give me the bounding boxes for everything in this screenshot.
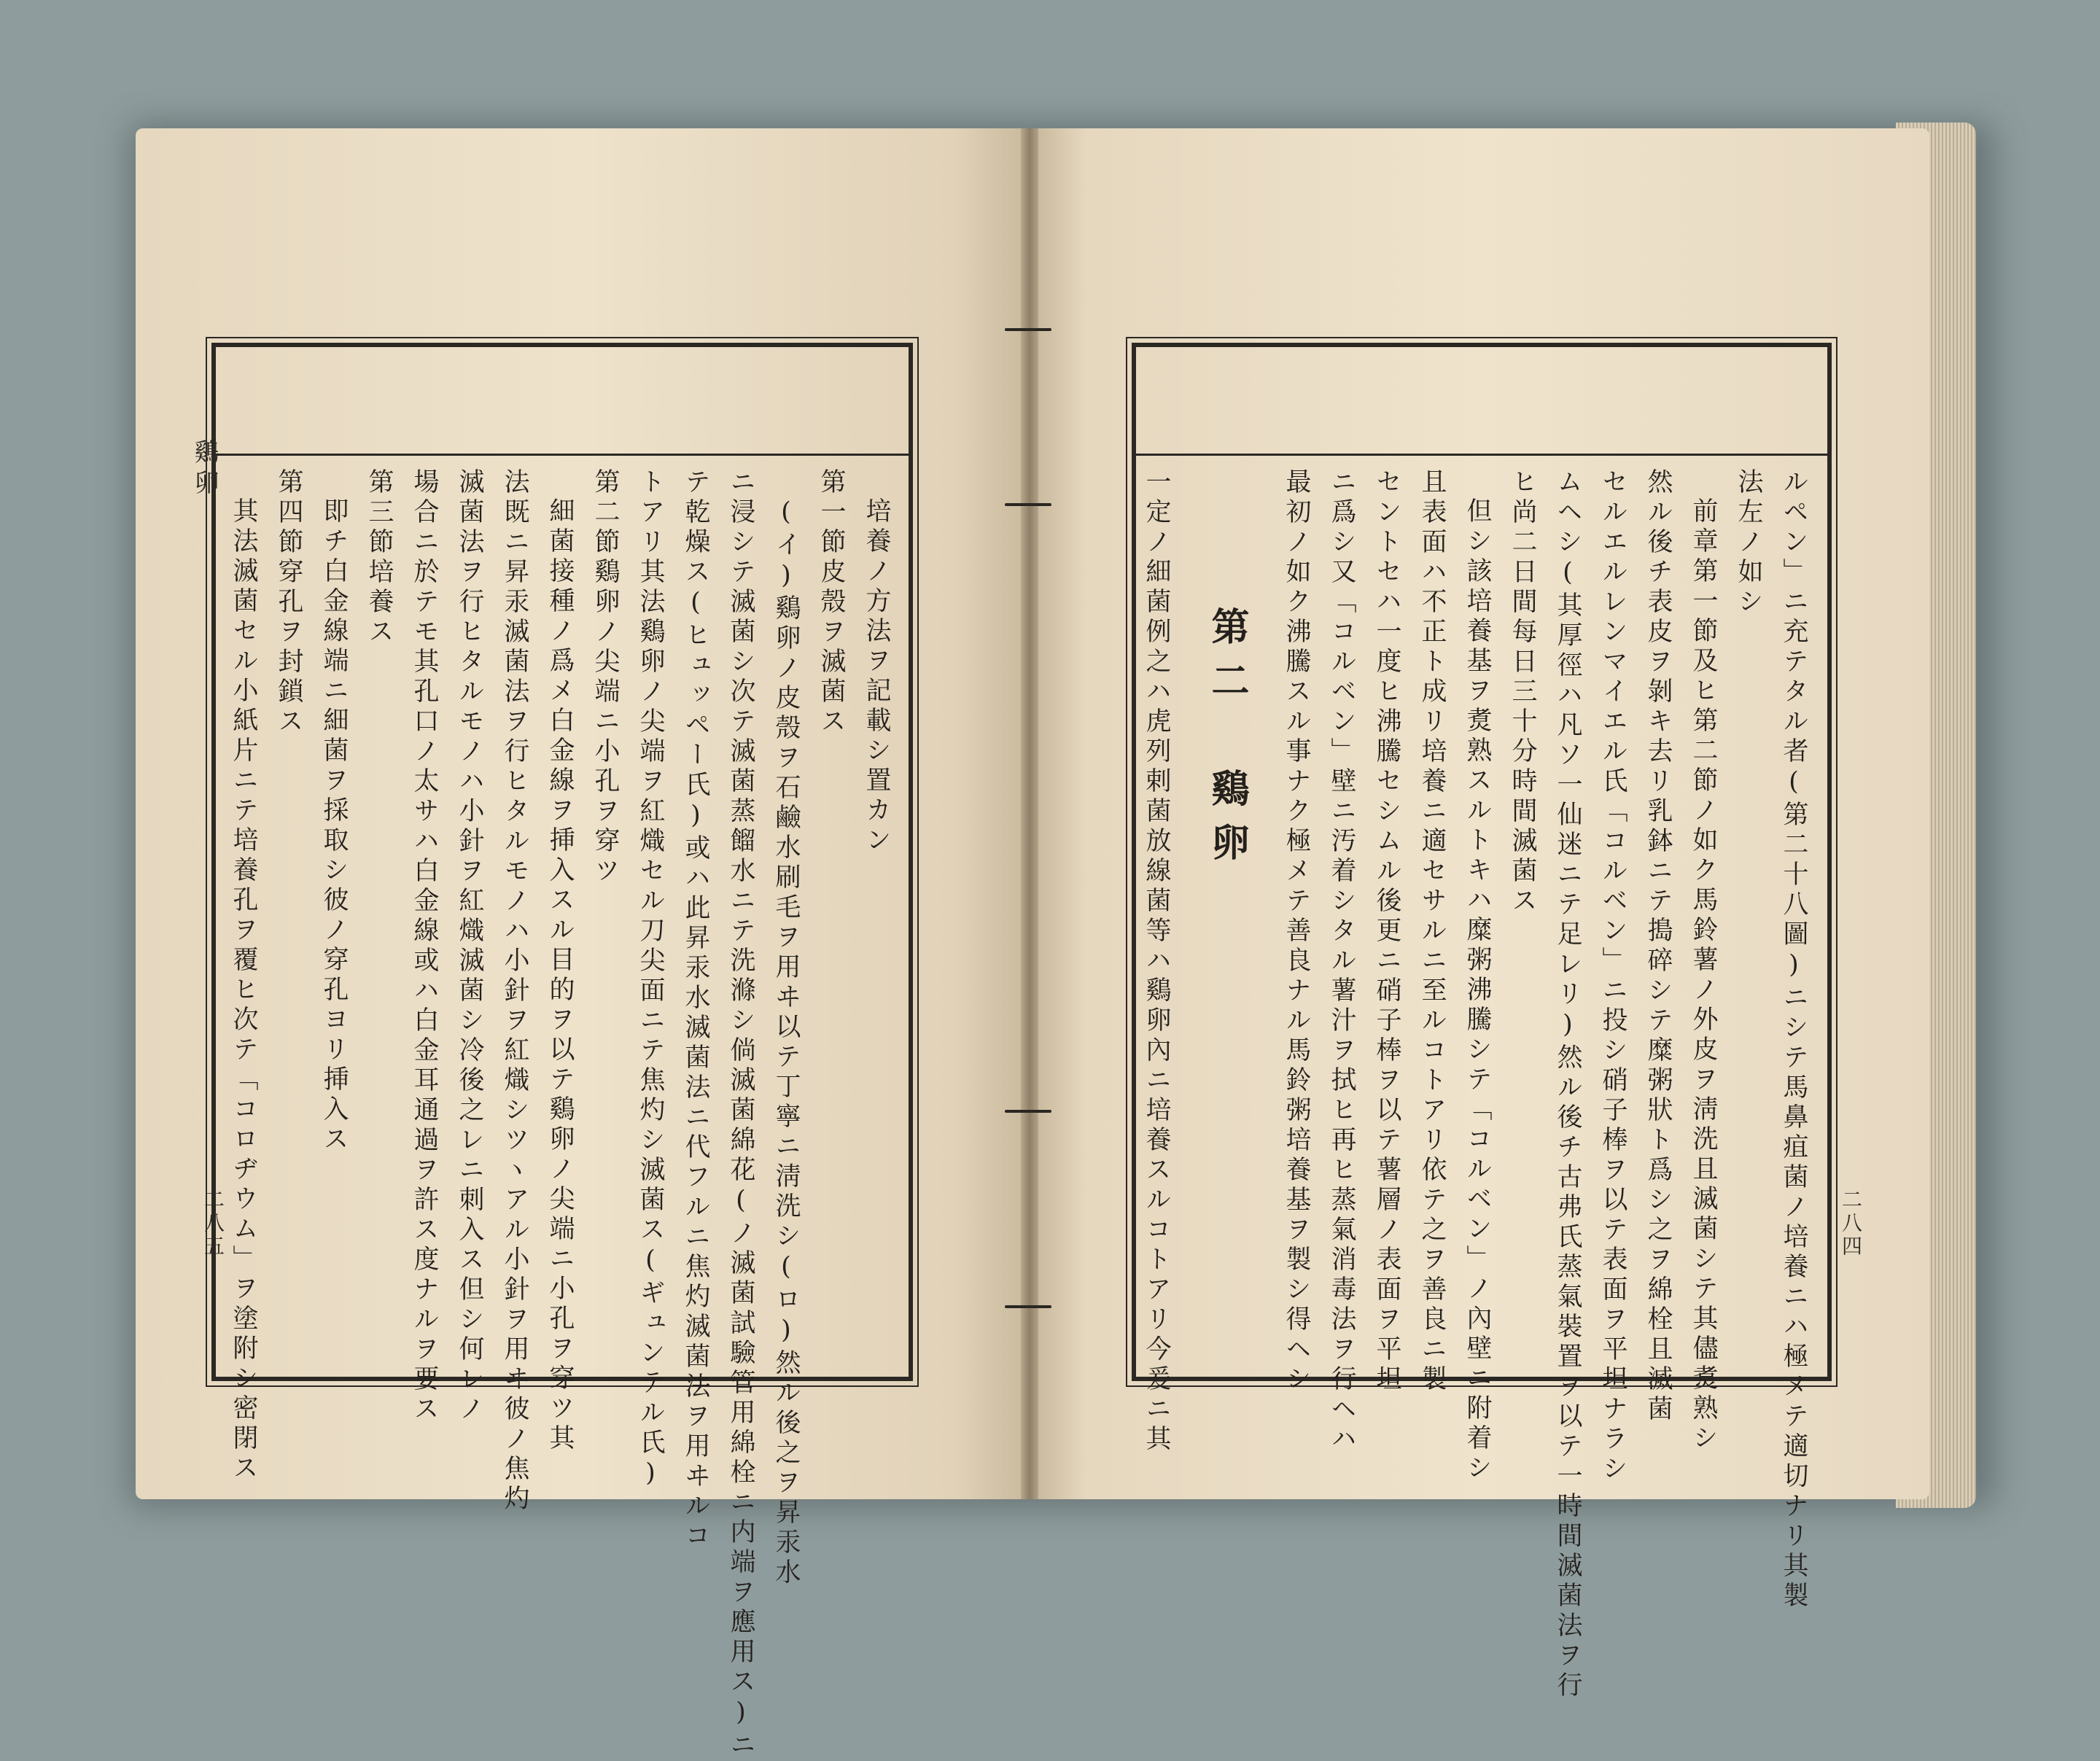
text-column: ムヘシ(其厚徑ハ凡ソ一仙迷ニテ足レリ)然ル後チ古弗氏蒸氣裝置ヲ以テ一時間滅菌法ヲ行: [1553, 468, 1582, 1701]
header-rule: [216, 454, 909, 456]
text-column: 一定ノ細菌例之ハ虎列剌菌放線菌等ハ鷄卵內ニ培養スルコトアリ今爰ニ其: [1142, 468, 1171, 1455]
text-column: セントセハ一度ヒ沸騰セシムル後更ニ硝子棒ヲ以テ薯層ノ表面ヲ平坦: [1372, 468, 1401, 1395]
page-number-left: 二八五: [201, 1189, 225, 1259]
text-column: 法既ニ昇汞滅菌法ヲ行ヒタルモノハ小針ヲ紅熾シツヽアル小針ヲ用ヰ彼ノ焦灼: [500, 468, 529, 1515]
text-column: 其法滅菌セル小紙片ニテ培養孔ヲ覆ヒ次テ「コロヂウム」ヲ塗附シ密閉ス: [229, 497, 258, 1484]
book-gutter: [1021, 128, 1038, 1499]
text-column: 最初ノ如ク沸騰スル事ナク極メテ善良ナル馬鈴粥培養基ヲ製シ得ヘシ: [1282, 468, 1311, 1395]
right-text-frame: [1132, 343, 1832, 1701]
binding-stitch: [1005, 1110, 1051, 1113]
right-body-text: [1142, 468, 1810, 1701]
text-column: ルペン」ニ充テタル者(第二十八圖)ニシテ馬鼻疽菌ノ培養ニハ極メテ適切ナリ其製: [1779, 468, 1808, 1612]
text-column: (イ)鷄卵ノ皮殼ヲ石鹼水刷毛ヲ用ヰ以テ丁寧ニ淸洗シ(ロ)然ル後之ヲ昇汞水: [771, 497, 801, 1588]
text-column: 細菌接種ノ爲メ白金線ヲ挿入スル目的ヲ以テ鷄卵ノ尖端ニ小孔ヲ穿ツ其: [545, 497, 575, 1454]
binding-stitch: [1005, 503, 1051, 506]
text-column: 但シ該培養基ヲ煑熟スルトキハ糜粥沸騰シテ「コルベン」ノ內壁ニ附着シ: [1463, 497, 1492, 1484]
header-rule: [1136, 454, 1827, 456]
running-title: 鷄卵: [190, 439, 219, 500]
binding-stitch: [1005, 328, 1051, 331]
text-column: 前章第一節及ヒ第二節ノ如ク馬鈴薯ノ外皮ヲ淸洗且滅菌シテ其儘煑熟シ: [1689, 497, 1718, 1454]
text-column: ニ浸シテ滅菌シ次テ滅菌蒸餾水ニテ洗滌シ倘滅菌綿花(ノ滅菌試驗管用綿栓ニ内端ヲ應用ス)ニ: [726, 468, 755, 1761]
left-body-text: [229, 468, 892, 1761]
chapter-heading: 第二 鷄卵: [1205, 607, 1249, 876]
text-column: 法左ノ如シ: [1734, 468, 1763, 618]
section-heading: 第一節皮殼ヲ滅菌ス: [817, 468, 846, 737]
text-column: 場合ニ於テモ其孔口ノ太サハ白金線或ハ白金耳通過ヲ許ス度ナルヲ要ス: [410, 468, 439, 1425]
text-column: ヒ尚二日間每日三十分時間滅菌ス: [1508, 468, 1537, 917]
text-column: ニ爲シ又「コルベン」壁ニ汚着シタル薯汁ヲ拭ヒ再ヒ蒸氣消毒法ヲ行ヘハ: [1327, 468, 1356, 1455]
section-heading: 第二節鷄卵ノ尖端ニ小孔ヲ穿ツ: [591, 468, 620, 887]
left-text-frame: [211, 343, 913, 1761]
text-column: 滅菌法ヲ行ヒタルモノハ小針ヲ紅熾滅菌シ冷後之レニ刺入ス但シ何レノ: [455, 468, 484, 1425]
text-column: トアリ其法鷄卵ノ尖端ヲ紅熾セル刀尖面ニテ焦灼シ滅菌ス(ギュンテル氏): [636, 468, 665, 1492]
section-heading: 第四節穿孔ヲ封鎖ス: [274, 468, 303, 737]
text-column: 培養ノ方法ヲ記載シ置カン: [862, 497, 891, 856]
text-column: 即チ白金線端ニ細菌ヲ採取シ彼ノ穿孔ヨリ挿入ス: [319, 497, 349, 1155]
text-column: 然ル後チ表皮ヲ剝キ去リ乳鉢ニテ搗碎シテ糜粥狀ト爲シ之ヲ綿栓且滅菌: [1644, 468, 1673, 1425]
text-column: 且表面ハ不正ト成リ培養ニ適セサルニ至ルコトアリ依テ之ヲ善良ニ製: [1418, 468, 1447, 1395]
binding-stitch: [1005, 1305, 1051, 1308]
text-column: セルエルレンマイエル氏「コルベン」ニ投シ硝子棒ヲ以テ表面ヲ平坦ナラシ: [1598, 468, 1628, 1485]
section-heading: 第三節培養ス: [365, 468, 394, 648]
page-number-right: 二八四: [1839, 1189, 1863, 1259]
text-column: テ乾燥ス(ヒュッペー氏)或ハ此昇汞水滅菌法ニ代フルニ焦灼滅菌法ヲ用ヰルコ: [681, 468, 710, 1552]
